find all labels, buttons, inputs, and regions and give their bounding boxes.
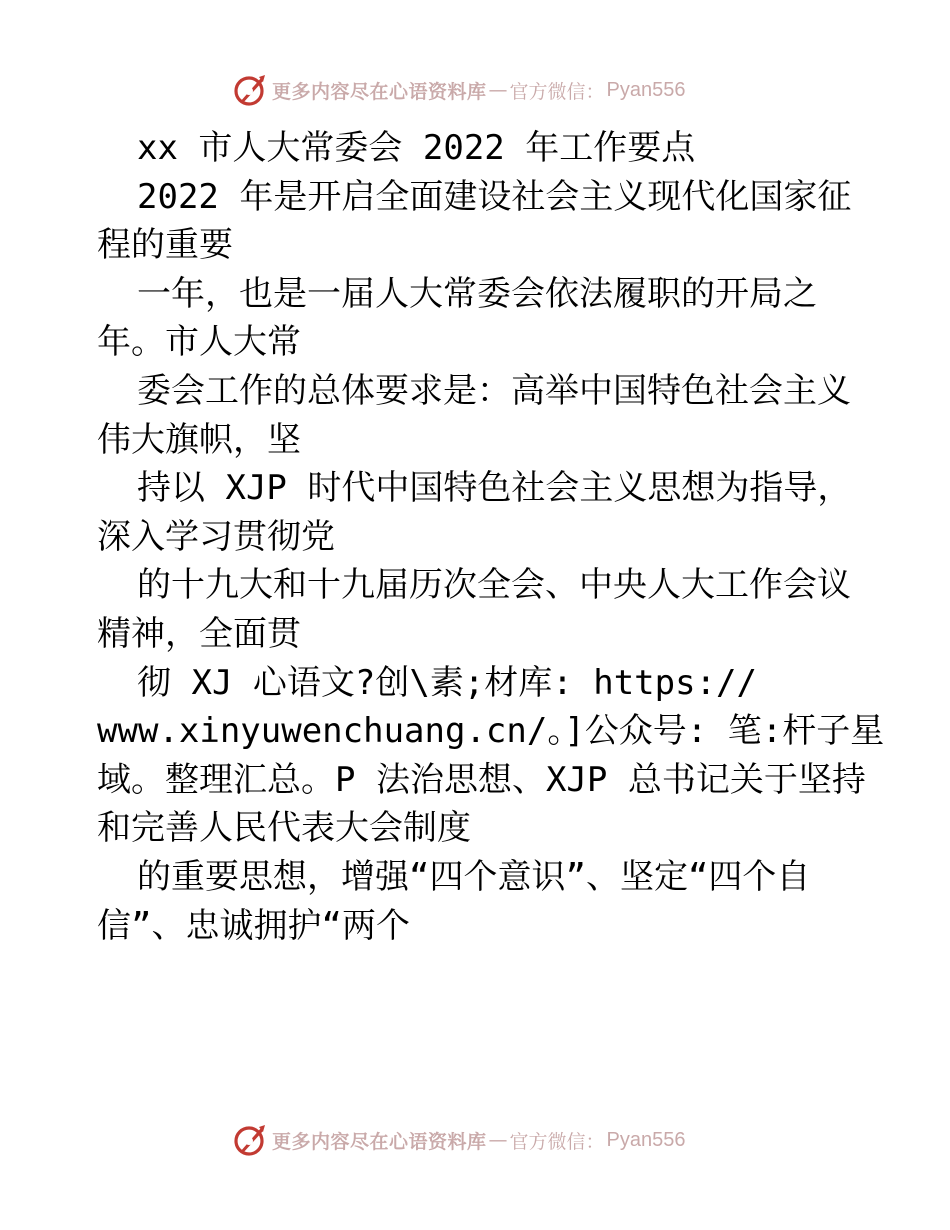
quill-pen-logo-icon	[232, 72, 268, 108]
footer-banner-text: 更多内容尽在心语资料库	[272, 1130, 487, 1153]
body-line: 的重要思想，增强“四个意识”、坚定“四个自	[137, 856, 811, 897]
footer-banner-dash: —	[488, 1129, 508, 1151]
body-line: 委会工作的总体要求是：高举中国特色社会主义	[137, 370, 851, 411]
body-line: www.xinyuwenchuang.cn/。]公众号: 笔:杆子星	[97, 711, 885, 752]
body-line: 深入学习贯彻党	[97, 516, 335, 557]
body-line: 精神，全面贯	[97, 613, 301, 654]
body-line: 程的重要	[97, 225, 233, 266]
body-line: 和完善人民代表大会制度	[97, 808, 471, 849]
document-body	[97, 124, 885, 950]
body-line: 域。整理汇总。P 法治思想、XJP 总书记关于坚持	[97, 759, 866, 800]
footer-wechat-label: 官方微信：	[509, 1130, 605, 1153]
body-line: 的十九大和十九届历次全会、中央人大工作会议	[137, 565, 851, 606]
footer-wechat-id: Pyan556	[606, 1128, 686, 1151]
header-banner	[232, 70, 712, 110]
body-line: 年。市人大常	[97, 322, 301, 363]
body-line: 信”、忠诚拥护“两个	[97, 905, 410, 946]
header-banner-dash: —	[488, 79, 508, 101]
document-title: xx 市人大常委会 2022 年工作要点	[137, 128, 696, 168]
quill-pen-logo-icon	[232, 1122, 268, 1158]
header-wechat-label: 官方微信：	[509, 80, 605, 103]
body-line: 2022 年是开启全面建设社会主义现代化国家征	[137, 176, 852, 217]
header-wechat-id: Pyan556	[606, 78, 686, 101]
body-line: 彻 XJ 心语文?创\素;材库: https://	[137, 662, 757, 703]
body-line: 持以 XJP 时代中国特色社会主义思想为指导，	[137, 468, 852, 509]
body-line: 伟大旗帜，坚	[97, 419, 301, 460]
header-banner-text: 更多内容尽在心语资料库	[272, 80, 487, 103]
footer-banner	[232, 1120, 712, 1160]
body-line: 一年，也是一届人大常委会依法履职的开局之	[137, 273, 817, 314]
